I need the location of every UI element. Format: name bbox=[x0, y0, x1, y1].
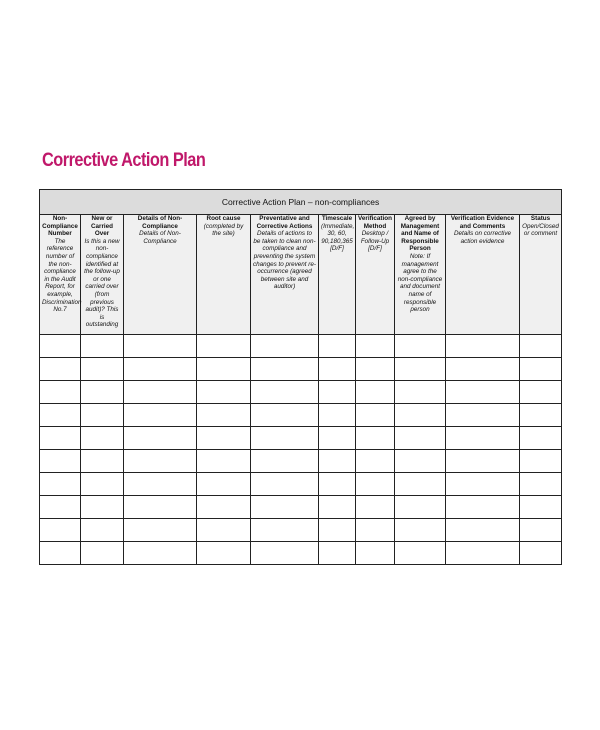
table-cell[interactable] bbox=[319, 358, 356, 381]
table-cell[interactable] bbox=[124, 519, 197, 542]
table-cell[interactable] bbox=[40, 358, 81, 381]
table-cell[interactable] bbox=[197, 335, 251, 358]
table-cell[interactable] bbox=[81, 404, 124, 427]
table-cell[interactable] bbox=[395, 358, 446, 381]
table-row bbox=[40, 519, 562, 542]
table-cell[interactable] bbox=[356, 496, 395, 519]
table-cell[interactable] bbox=[395, 542, 446, 565]
table-cell[interactable] bbox=[395, 519, 446, 542]
table-cell[interactable] bbox=[81, 335, 124, 358]
table-cell[interactable] bbox=[40, 427, 81, 450]
table-cell[interactable] bbox=[81, 519, 124, 542]
table-cell[interactable] bbox=[251, 542, 319, 565]
column-heading: Agreed by Management and Name of Responsible Person bbox=[400, 215, 440, 253]
table-cell[interactable] bbox=[197, 473, 251, 496]
table-cell[interactable] bbox=[197, 450, 251, 473]
table-cell[interactable] bbox=[395, 473, 446, 496]
table-cell[interactable] bbox=[319, 496, 356, 519]
table-cell[interactable] bbox=[319, 542, 356, 565]
table-cell[interactable] bbox=[446, 427, 520, 450]
table-cell[interactable] bbox=[197, 404, 251, 427]
table-cell[interactable] bbox=[81, 427, 124, 450]
table-cell[interactable] bbox=[356, 335, 395, 358]
table-row bbox=[40, 335, 562, 358]
column-description: Details of actions to be taken to clean non-compliance and preventing the system changes to prevent re-occurrence (agreed between site and auditor) bbox=[253, 230, 317, 291]
table-cell[interactable] bbox=[446, 358, 520, 381]
table-cell[interactable] bbox=[520, 427, 562, 450]
column-heading: Preventative and Corrective Actions bbox=[256, 215, 313, 230]
table-cell[interactable] bbox=[251, 358, 319, 381]
table-cell[interactable] bbox=[395, 496, 446, 519]
table-cell[interactable] bbox=[124, 404, 197, 427]
table-cell[interactable] bbox=[356, 473, 395, 496]
table-cell[interactable] bbox=[395, 335, 446, 358]
table-cell[interactable] bbox=[81, 358, 124, 381]
column-heading: Non-Compliance Number bbox=[42, 215, 78, 238]
table-cell[interactable] bbox=[520, 404, 562, 427]
table-cell[interactable] bbox=[251, 496, 319, 519]
table-cell[interactable] bbox=[356, 519, 395, 542]
table-row bbox=[40, 496, 562, 519]
table-cell[interactable] bbox=[40, 450, 81, 473]
column-heading: Root cause bbox=[206, 215, 241, 222]
table-cell[interactable] bbox=[356, 404, 395, 427]
column-heading: Verification Evidence and Comments bbox=[450, 215, 515, 230]
table-cell[interactable] bbox=[520, 496, 562, 519]
column-header-row bbox=[40, 215, 562, 335]
table-cell[interactable] bbox=[446, 404, 520, 427]
table-cell[interactable] bbox=[395, 427, 446, 450]
table-cell[interactable] bbox=[356, 450, 395, 473]
column-heading: New or Carried Over bbox=[90, 215, 114, 238]
table-cell[interactable] bbox=[197, 427, 251, 450]
table-row bbox=[40, 358, 562, 381]
table-cell[interactable] bbox=[446, 519, 520, 542]
table-cell[interactable] bbox=[40, 496, 81, 519]
table-cell[interactable] bbox=[446, 542, 520, 565]
column-description: Open/Closed or comment bbox=[522, 222, 559, 238]
table-cell[interactable] bbox=[319, 404, 356, 427]
column-header bbox=[520, 215, 562, 335]
column-header bbox=[40, 215, 81, 335]
table-cell[interactable] bbox=[124, 427, 197, 450]
table-cell[interactable] bbox=[40, 335, 81, 358]
table-cell[interactable] bbox=[319, 519, 356, 542]
table-cell[interactable] bbox=[356, 427, 395, 450]
table-cell[interactable] bbox=[520, 519, 562, 542]
table-row bbox=[40, 473, 562, 496]
table-cell[interactable] bbox=[446, 496, 520, 519]
table-cell[interactable] bbox=[197, 519, 251, 542]
page-title: Corrective Action Plan bbox=[42, 150, 206, 171]
table-cell[interactable] bbox=[81, 496, 124, 519]
column-description: Details on corrective action evidence bbox=[453, 230, 512, 245]
table-cell[interactable] bbox=[319, 381, 356, 404]
column-heading: Status bbox=[530, 215, 551, 222]
table-cell[interactable] bbox=[446, 450, 520, 473]
column-description: The reference number of the non-compliance in the Audit Report, for example, Discrimination No.7 bbox=[42, 237, 82, 314]
table-cell[interactable] bbox=[251, 381, 319, 404]
column-header bbox=[446, 215, 520, 335]
table-cell[interactable] bbox=[124, 381, 197, 404]
table-cell[interactable] bbox=[81, 381, 124, 404]
column-heading: Timescale bbox=[321, 215, 353, 222]
table-cell[interactable] bbox=[520, 473, 562, 496]
table-cell[interactable] bbox=[40, 473, 81, 496]
table-cell[interactable] bbox=[40, 404, 81, 427]
column-description: Details of Non-Compliance bbox=[139, 230, 181, 245]
table-cell[interactable] bbox=[197, 381, 251, 404]
table-cell[interactable] bbox=[356, 542, 395, 565]
column-description: Desktop / Follow-Up [D/F] bbox=[360, 230, 390, 253]
table-cell[interactable] bbox=[124, 473, 197, 496]
table-cell[interactable] bbox=[40, 381, 81, 404]
column-header bbox=[395, 215, 446, 335]
column-header bbox=[251, 215, 319, 335]
table-row bbox=[40, 381, 562, 404]
table-row bbox=[40, 450, 562, 473]
table-cell[interactable] bbox=[319, 427, 356, 450]
table-cell[interactable] bbox=[446, 473, 520, 496]
table-cell[interactable] bbox=[197, 542, 251, 565]
table-cell[interactable] bbox=[520, 335, 562, 358]
table-cell[interactable] bbox=[319, 450, 356, 473]
column-heading: Details of Non-Compliance bbox=[137, 215, 183, 230]
table-cell[interactable] bbox=[356, 381, 395, 404]
table-cell[interactable] bbox=[124, 335, 197, 358]
table-row bbox=[40, 542, 562, 565]
table-cell[interactable] bbox=[251, 427, 319, 450]
table-cell[interactable] bbox=[446, 335, 520, 358]
table-cell[interactable] bbox=[319, 335, 356, 358]
table-cell[interactable] bbox=[81, 473, 124, 496]
table-cell[interactable] bbox=[81, 542, 124, 565]
column-header bbox=[319, 215, 356, 335]
table-cell[interactable] bbox=[395, 381, 446, 404]
table-row bbox=[40, 427, 562, 450]
table-cell[interactable] bbox=[251, 519, 319, 542]
table-caption: Corrective Action Plan – non-compliances bbox=[40, 190, 562, 215]
table-cell[interactable] bbox=[520, 450, 562, 473]
column-header bbox=[356, 215, 395, 335]
column-header bbox=[81, 215, 124, 335]
table-cell[interactable] bbox=[520, 381, 562, 404]
table-cell[interactable] bbox=[319, 473, 356, 496]
table-cell[interactable] bbox=[197, 358, 251, 381]
table-cell[interactable] bbox=[124, 496, 197, 519]
table-cell[interactable] bbox=[395, 450, 446, 473]
table-cell[interactable] bbox=[124, 450, 197, 473]
table-cell[interactable] bbox=[40, 542, 81, 565]
table-cell[interactable] bbox=[446, 381, 520, 404]
column-heading: Verification Method bbox=[358, 215, 392, 230]
table-body bbox=[40, 335, 562, 565]
table-row bbox=[40, 404, 562, 427]
column-header bbox=[124, 215, 197, 335]
table-cell[interactable] bbox=[124, 358, 197, 381]
table-cell[interactable] bbox=[395, 404, 446, 427]
column-description: (completed by the site) bbox=[203, 222, 244, 238]
table-cell[interactable] bbox=[81, 450, 124, 473]
table-cell[interactable] bbox=[124, 542, 197, 565]
table-cell[interactable] bbox=[356, 358, 395, 381]
column-description: Is this a new non-compliance identified at the follow-up or one carried over (from previous audit)? This is outstanding bbox=[84, 237, 120, 329]
column-description: (Immediate, 30, 60, 90,180,365 [D/F] bbox=[321, 222, 355, 253]
table-cell[interactable] bbox=[251, 473, 319, 496]
table-cell[interactable] bbox=[520, 358, 562, 381]
table-cell[interactable] bbox=[251, 450, 319, 473]
table-cell[interactable] bbox=[197, 496, 251, 519]
table-cell[interactable] bbox=[40, 519, 81, 542]
table-cell[interactable] bbox=[251, 335, 319, 358]
table-cell[interactable] bbox=[520, 542, 562, 565]
table-cell[interactable] bbox=[251, 404, 319, 427]
corrective-action-table bbox=[39, 189, 562, 565]
column-header bbox=[197, 215, 251, 335]
column-description: Note: If management agree to the non-compliance and document name of responsible person bbox=[397, 252, 443, 314]
